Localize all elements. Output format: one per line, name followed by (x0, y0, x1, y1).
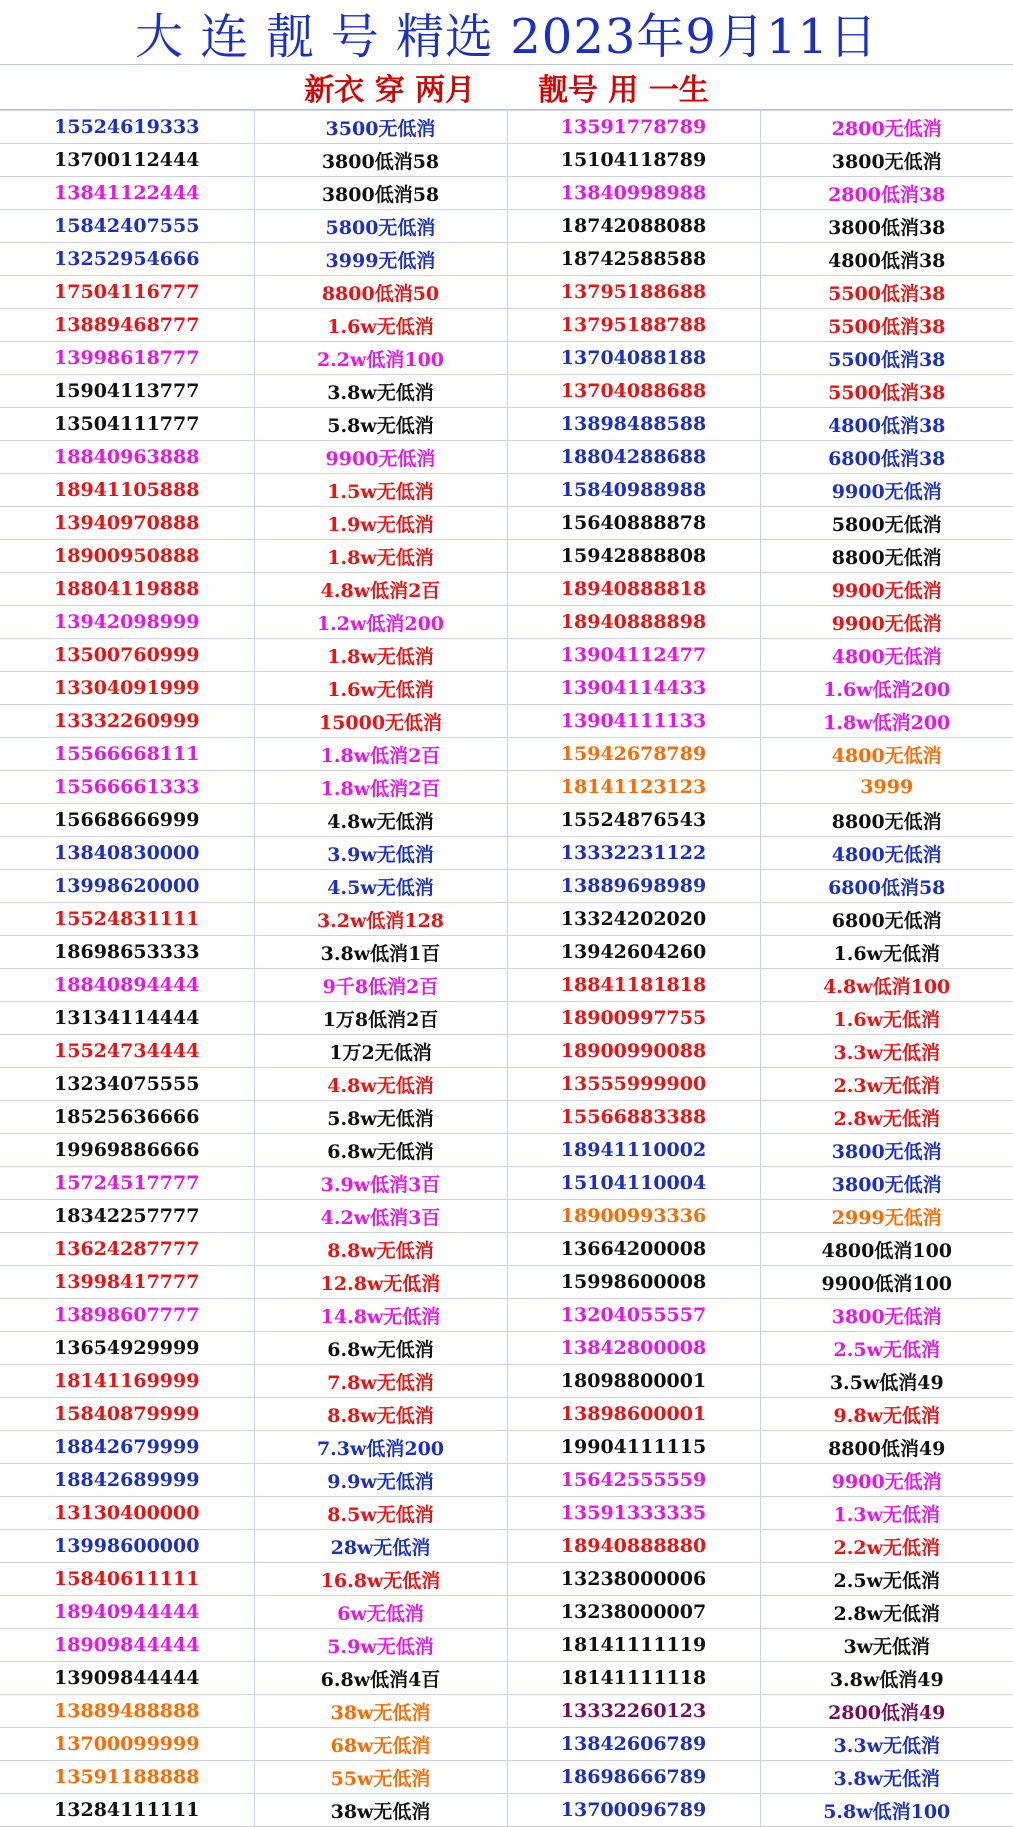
table-row (0, 1695, 1013, 1728)
phone-number-cell: 15724517777 (0, 1167, 254, 1200)
table-row (0, 870, 1013, 903)
price-cell: 2.5w无低消 (760, 1332, 1013, 1365)
price-cell: 38w无低消 (254, 1794, 507, 1827)
phone-number-cell: 18141169999 (0, 1365, 254, 1398)
price-cell: 38w无低消 (254, 1695, 507, 1728)
phone-number-cell: 13624287777 (0, 1233, 254, 1266)
table-row (0, 936, 1013, 969)
price-cell: 16.8w无低消 (254, 1563, 507, 1596)
table-row (0, 837, 1013, 870)
price-cell: 1.6w无低消 (760, 936, 1013, 969)
phone-number-cell: 18842689999 (0, 1464, 254, 1497)
phone-number-cell: 18909844444 (0, 1629, 254, 1662)
table-row (0, 1233, 1013, 1266)
phone-number-cell: 13238000006 (507, 1563, 760, 1596)
phone-number-cell: 13842800008 (507, 1332, 760, 1365)
price-cell: 8.8w无低消 (254, 1233, 507, 1266)
price-cell: 1万2无低消 (254, 1035, 507, 1068)
phone-number-cell: 18900950888 (0, 540, 254, 573)
phone-number-cell: 18698666789 (507, 1761, 760, 1794)
price-cell: 3999 (760, 771, 1013, 804)
phone-number-cell: 13998600000 (0, 1530, 254, 1563)
phone-number-cell: 13654929999 (0, 1332, 254, 1365)
table-row (0, 210, 1013, 243)
phone-number-cell: 13238000007 (507, 1596, 760, 1629)
phone-number-cell: 15566661333 (0, 771, 254, 804)
price-cell: 8800低消49 (760, 1431, 1013, 1464)
price-cell: 2800无低消 (760, 111, 1013, 144)
phone-number-cell: 18940888818 (507, 573, 760, 606)
phone-number-cell: 13234075555 (0, 1068, 254, 1101)
price-cell: 9900无低消 (760, 573, 1013, 606)
price-cell: 9900无低消 (760, 474, 1013, 507)
phone-number-cell: 13204055557 (507, 1299, 760, 1332)
phone-number-cell: 15566883388 (507, 1101, 760, 1134)
table-row (0, 1398, 1013, 1431)
phone-number-cell: 18941105888 (0, 474, 254, 507)
table-row (0, 672, 1013, 705)
price-cell: 2800低消38 (760, 177, 1013, 210)
price-cell: 6.8w无低消 (254, 1134, 507, 1167)
price-cell: 4.8w无低消 (254, 804, 507, 837)
table-row (0, 969, 1013, 1002)
price-cell: 9.8w无低消 (760, 1398, 1013, 1431)
phone-number-cell: 15840611111 (0, 1563, 254, 1596)
price-cell: 2.5w无低消 (760, 1563, 1013, 1596)
phone-number-cell: 13130400000 (0, 1497, 254, 1530)
table-row (0, 903, 1013, 936)
price-cell: 8.5w无低消 (254, 1497, 507, 1530)
phone-number-cell: 13134114444 (0, 1002, 254, 1035)
table-row (0, 144, 1013, 177)
price-cell: 1.6w无低消 (254, 309, 507, 342)
table-row (0, 1629, 1013, 1662)
page-slogan: 新衣 穿 两月 靓号 用 一生 (0, 65, 1013, 110)
table-row (0, 573, 1013, 606)
table-row (0, 540, 1013, 573)
price-cell: 3.2w低消128 (254, 903, 507, 936)
price-cell: 4800低消38 (760, 243, 1013, 276)
phone-number-cell: 13500760999 (0, 639, 254, 672)
price-cell: 2.2w低消100 (254, 342, 507, 375)
price-cell: 6800低消58 (760, 870, 1013, 903)
price-cell: 4.8w无低消 (254, 1068, 507, 1101)
price-cell: 2.3w无低消 (760, 1068, 1013, 1101)
price-cell: 3.3w无低消 (760, 1728, 1013, 1761)
price-cell: 2.2w无低消 (760, 1530, 1013, 1563)
table-row (0, 1332, 1013, 1365)
price-cell: 9900低消100 (760, 1266, 1013, 1299)
price-cell: 4800无低消 (760, 738, 1013, 771)
price-cell: 6.8w低消4百 (254, 1662, 507, 1695)
price-cell: 1.6w无低消 (760, 1002, 1013, 1035)
price-cell: 4800无低消 (760, 639, 1013, 672)
phone-number-cell: 13842606789 (507, 1728, 760, 1761)
phone-number-cell: 13940970888 (0, 507, 254, 540)
table-row (0, 408, 1013, 441)
price-cell: 12.8w无低消 (254, 1266, 507, 1299)
phone-number-cell: 13909844444 (0, 1662, 254, 1695)
price-cell: 3.5w低消49 (760, 1365, 1013, 1398)
table-row (0, 804, 1013, 837)
table-row (0, 1497, 1013, 1530)
phone-number-cell: 13840998988 (507, 177, 760, 210)
price-cell: 4.8w低消2百 (254, 573, 507, 606)
price-cell: 1.9w无低消 (254, 507, 507, 540)
table-row (0, 606, 1013, 639)
phone-number-cell: 18841181818 (507, 969, 760, 1002)
phone-number-cell: 18525636666 (0, 1101, 254, 1134)
price-cell: 2.8w无低消 (760, 1101, 1013, 1134)
phone-number-cell: 18141111119 (507, 1629, 760, 1662)
table-row (0, 771, 1013, 804)
price-cell: 55w无低消 (254, 1761, 507, 1794)
price-cell: 4800无低消 (760, 837, 1013, 870)
price-cell: 9900无低消 (760, 1464, 1013, 1497)
phone-number-cell: 18342257777 (0, 1200, 254, 1233)
phone-number-cell: 18742088088 (507, 210, 760, 243)
phone-number-cell: 18842679999 (0, 1431, 254, 1464)
price-cell: 5.8w无低消 (254, 408, 507, 441)
table-row (0, 375, 1013, 408)
price-cell: 6.8w无低消 (254, 1332, 507, 1365)
table-row (0, 1563, 1013, 1596)
phone-number-cell: 18940888898 (507, 606, 760, 639)
price-cell: 3.8w无低消 (254, 375, 507, 408)
phone-number-cell: 13304091999 (0, 672, 254, 705)
phone-number-cell: 13664200008 (507, 1233, 760, 1266)
phone-number-cell: 15668666999 (0, 804, 254, 837)
phone-number-cell: 15642555559 (507, 1464, 760, 1497)
table-row (0, 111, 1013, 144)
phone-number-cell: 13898607777 (0, 1299, 254, 1332)
phone-number-cell: 13898488588 (507, 408, 760, 441)
phone-number-cell: 18098800001 (507, 1365, 760, 1398)
table-row (0, 1530, 1013, 1563)
phone-number-cell: 13332260123 (507, 1695, 760, 1728)
price-cell: 5.8w低消100 (760, 1794, 1013, 1827)
table-row (0, 738, 1013, 771)
table-row (0, 1728, 1013, 1761)
phone-number-cell: 13324202020 (507, 903, 760, 936)
price-cell: 15000无低消 (254, 705, 507, 738)
phone-number-cell: 17504116777 (0, 276, 254, 309)
price-cell: 28w无低消 (254, 1530, 507, 1563)
phone-number-cell: 13841122444 (0, 177, 254, 210)
phone-number-cell: 15942678789 (507, 738, 760, 771)
price-cell: 8800低消50 (254, 276, 507, 309)
price-cell: 1.3w无低消 (760, 1497, 1013, 1530)
phone-number-cell: 13704088688 (507, 375, 760, 408)
phone-number-cell: 13700099999 (0, 1728, 254, 1761)
table-row (0, 1464, 1013, 1497)
phone-number-cell: 15524619333 (0, 111, 254, 144)
table-row (0, 1761, 1013, 1794)
price-cell: 3800无低消 (760, 1134, 1013, 1167)
table-row (0, 342, 1013, 375)
phone-number-cell: 18941110002 (507, 1134, 760, 1167)
table-row (0, 1794, 1013, 1827)
price-cell: 5.9w无低消 (254, 1629, 507, 1662)
price-cell: 3.9w低消3百 (254, 1167, 507, 1200)
phone-number-cell: 15104110004 (507, 1167, 760, 1200)
phone-number-cell: 13704088188 (507, 342, 760, 375)
price-cell: 9900无低消 (760, 606, 1013, 639)
phone-number-cell: 15104118789 (507, 144, 760, 177)
price-cell: 3.3w无低消 (760, 1035, 1013, 1068)
phone-number-cell: 15524734444 (0, 1035, 254, 1068)
phone-number-cell: 13332231122 (507, 837, 760, 870)
phone-number-cell: 15566668111 (0, 738, 254, 771)
price-cell: 9.9w无低消 (254, 1464, 507, 1497)
price-cell: 4800低消100 (760, 1233, 1013, 1266)
phone-number-cell: 15904113777 (0, 375, 254, 408)
price-cell: 3800低消38 (760, 210, 1013, 243)
phone-number-cell: 13252954666 (0, 243, 254, 276)
price-cell: 1.2w低消200 (254, 606, 507, 639)
phone-number-cell: 13898600001 (507, 1398, 760, 1431)
table-row (0, 639, 1013, 672)
price-cell: 6800无低消 (760, 903, 1013, 936)
phone-number-cell: 15524831111 (0, 903, 254, 936)
phone-number-cell: 13700096789 (507, 1794, 760, 1827)
price-cell: 6w无低消 (254, 1596, 507, 1629)
price-cell: 3.9w无低消 (254, 837, 507, 870)
price-cell: 2.8w无低消 (760, 1596, 1013, 1629)
phone-number-cell: 18900997755 (507, 1002, 760, 1035)
phone-number-cell: 13591333335 (507, 1497, 760, 1530)
phone-number-cell: 15942888808 (507, 540, 760, 573)
table-row (0, 1299, 1013, 1332)
price-cell: 3.8w无低消 (760, 1761, 1013, 1794)
phone-number-cell: 13591188888 (0, 1761, 254, 1794)
price-cell: 3w无低消 (760, 1629, 1013, 1662)
phone-number-cell: 18900990088 (507, 1035, 760, 1068)
phone-number-cell: 13904112477 (507, 639, 760, 672)
phone-number-cell: 13998618777 (0, 342, 254, 375)
price-cell: 68w无低消 (254, 1728, 507, 1761)
phone-number-cell: 18840963888 (0, 441, 254, 474)
phone-number-cell: 13942098999 (0, 606, 254, 639)
phone-number-cell: 13889468777 (0, 309, 254, 342)
price-cell: 3.8w低消49 (760, 1662, 1013, 1695)
table-row (0, 1662, 1013, 1695)
price-cell: 2999无低消 (760, 1200, 1013, 1233)
phone-number-cell: 18742588588 (507, 243, 760, 276)
price-cell: 5.8w无低消 (254, 1101, 507, 1134)
phone-number-cell: 13840830000 (0, 837, 254, 870)
phone-number-cell: 18804119888 (0, 573, 254, 606)
phone-number-cell: 19904111115 (507, 1431, 760, 1464)
table-row (0, 1167, 1013, 1200)
price-cell: 1.8w低消200 (760, 705, 1013, 738)
phone-number-cell: 15840988988 (507, 474, 760, 507)
phone-number-cell: 15840879999 (0, 1398, 254, 1431)
phone-number-cell: 19969886666 (0, 1134, 254, 1167)
phone-number-cell: 15998600008 (507, 1266, 760, 1299)
phone-number-cell: 13904114433 (507, 672, 760, 705)
phone-number-cell: 13998417777 (0, 1266, 254, 1299)
phone-number-cell: 15524876543 (507, 804, 760, 837)
table-row (0, 1431, 1013, 1464)
phone-number-cell: 18141111118 (507, 1662, 760, 1695)
table-row (0, 309, 1013, 342)
price-cell: 1.5w无低消 (254, 474, 507, 507)
price-cell: 7.8w无低消 (254, 1365, 507, 1398)
price-cell: 1.6w低消200 (760, 672, 1013, 705)
phone-number-cell: 13795188788 (507, 309, 760, 342)
table-row (0, 705, 1013, 738)
price-cell: 5800无低消 (254, 210, 507, 243)
price-cell: 1.6w无低消 (254, 672, 507, 705)
price-cell: 3800无低消 (760, 1299, 1013, 1332)
phone-number-cell: 18900993336 (507, 1200, 760, 1233)
price-cell: 3800无低消 (760, 1167, 1013, 1200)
price-cell: 4.2w低消3百 (254, 1200, 507, 1233)
phone-number-cell: 13889698989 (507, 870, 760, 903)
price-cell: 4.5w无低消 (254, 870, 507, 903)
table-row (0, 441, 1013, 474)
price-cell: 3500无低消 (254, 111, 507, 144)
table-row (0, 1101, 1013, 1134)
phone-number-cell: 15842407555 (0, 210, 254, 243)
phone-number-cell: 13998620000 (0, 870, 254, 903)
table-row (0, 1002, 1013, 1035)
price-cell: 9900无低消 (254, 441, 507, 474)
price-cell: 3999无低消 (254, 243, 507, 276)
number-price-table (0, 110, 1013, 1827)
price-cell: 14.8w无低消 (254, 1299, 507, 1332)
price-cell: 5500低消38 (760, 375, 1013, 408)
price-cell: 8800无低消 (760, 540, 1013, 573)
table-row (0, 1068, 1013, 1101)
price-cell: 1.8w低消2百 (254, 771, 507, 804)
table-row (0, 507, 1013, 540)
price-cell: 1.8w低消2百 (254, 738, 507, 771)
table-row (0, 243, 1013, 276)
price-cell: 9千8低消2百 (254, 969, 507, 1002)
phone-number-cell: 13591778789 (507, 111, 760, 144)
phone-number-cell: 13889488888 (0, 1695, 254, 1728)
phone-number-cell: 13504111777 (0, 408, 254, 441)
table-row (0, 177, 1013, 210)
price-cell: 4800低消38 (760, 408, 1013, 441)
phone-number-cell: 18940944444 (0, 1596, 254, 1629)
price-cell: 8.8w无低消 (254, 1398, 507, 1431)
price-cell: 5500低消38 (760, 342, 1013, 375)
phone-number-cell: 13555999900 (507, 1068, 760, 1101)
phone-number-cell: 18940888880 (507, 1530, 760, 1563)
phone-number-cell: 13904111133 (507, 705, 760, 738)
table-row (0, 276, 1013, 309)
price-cell: 5500低消38 (760, 309, 1013, 342)
price-cell: 6800低消38 (760, 441, 1013, 474)
phone-number-cell: 13332260999 (0, 705, 254, 738)
phone-number-cell: 18698653333 (0, 936, 254, 969)
table-row (0, 1596, 1013, 1629)
phone-number-cell: 15640888878 (507, 507, 760, 540)
phone-number-cell: 13795188688 (507, 276, 760, 309)
price-cell: 7.3w低消200 (254, 1431, 507, 1464)
table-row (0, 1035, 1013, 1068)
price-cell: 1.8w无低消 (254, 540, 507, 573)
price-cell: 4.8w低消100 (760, 969, 1013, 1002)
price-cell: 5800无低消 (760, 507, 1013, 540)
price-cell: 3800无低消 (760, 144, 1013, 177)
price-cell: 3.8w低消1百 (254, 936, 507, 969)
price-cell: 3800低消58 (254, 144, 507, 177)
price-cell: 5500低消38 (760, 276, 1013, 309)
table-row (0, 1266, 1013, 1299)
phone-number-cell: 18840894444 (0, 969, 254, 1002)
price-cell: 2800低消49 (760, 1695, 1013, 1728)
price-cell: 1.8w无低消 (254, 639, 507, 672)
table-row (0, 474, 1013, 507)
price-cell: 8800无低消 (760, 804, 1013, 837)
table-row (0, 1365, 1013, 1398)
page-title: 大 连 靓 号 精选 2023年9月11日 (0, 0, 1013, 65)
table-row (0, 1134, 1013, 1167)
phone-number-cell: 18804288688 (507, 441, 760, 474)
phone-number-cell: 18141123123 (507, 771, 760, 804)
phone-number-cell: 13942604260 (507, 936, 760, 969)
phone-number-cell: 13700112444 (0, 144, 254, 177)
phone-number-cell: 13284111111 (0, 1794, 254, 1827)
price-cell: 1万8低消2百 (254, 1002, 507, 1035)
price-cell: 3800低消58 (254, 177, 507, 210)
table-row (0, 1200, 1013, 1233)
